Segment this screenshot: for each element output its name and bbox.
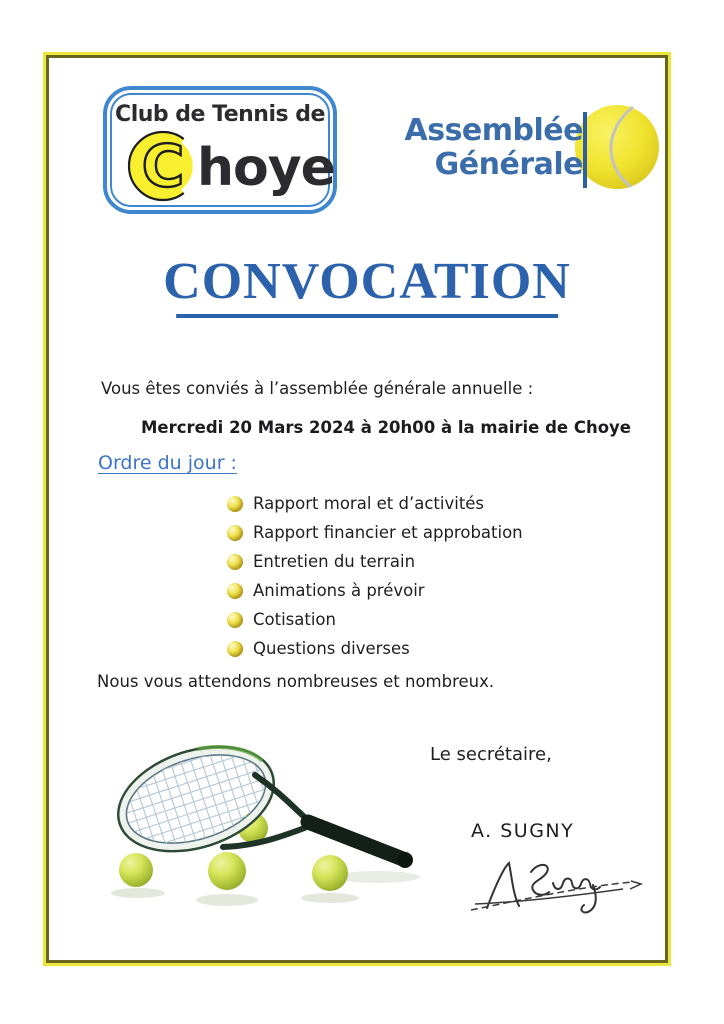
tennis-ball-bullet-icon — [227, 525, 243, 541]
divider-line — [583, 112, 587, 188]
page-title: CONVOCATION — [163, 253, 571, 310]
list-item — [227, 547, 523, 576]
list-item — [227, 576, 523, 605]
tennis-ball-bullet-icon — [227, 583, 243, 599]
handwritten-signature — [463, 856, 663, 916]
assembly-badge — [390, 100, 666, 204]
club-name-top: Club de Tennis de — [115, 102, 325, 127]
club-initial: C — [141, 132, 185, 200]
agenda-item-label: Questions diverses — [253, 639, 410, 658]
title-underline — [176, 314, 558, 318]
list-item — [227, 518, 523, 547]
tennis-ball-bullet-icon — [227, 612, 243, 628]
tennis-ball-icon — [125, 128, 201, 204]
agenda-list — [227, 489, 523, 663]
club-name-rest: hoye — [197, 138, 335, 198]
intro-text: Vous êtes conviés à l’assemblée générale annuelle : — [101, 379, 534, 398]
agenda-item-label: Animations à prévoir — [253, 581, 425, 600]
secretary-name: A. SUGNY — [471, 820, 575, 842]
agenda-item-label: Rapport moral et d’activités — [253, 494, 485, 513]
meeting-date-line: Mercredi 20 Mars 2024 à 20h00 à la mairie de Choye — [141, 418, 631, 437]
tennis-ball-bullet-icon — [227, 496, 243, 512]
agenda-item-label: Entretien du terrain — [253, 552, 416, 571]
list-item — [227, 489, 523, 518]
secretary-role-label: Le secrétaire, — [430, 744, 552, 765]
club-logo — [103, 86, 337, 214]
tennis-racket-and-balls-image — [103, 733, 425, 911]
agenda-item-label: Cotisation — [253, 610, 336, 629]
list-item — [227, 605, 523, 634]
closing-text: Nous vous attendons nombreuses et nombreux. — [97, 672, 495, 691]
list-item — [227, 634, 523, 663]
title-block — [163, 254, 571, 318]
tennis-ball-bullet-icon — [227, 641, 243, 657]
agenda-item-label: Rapport financier et approbation — [253, 523, 523, 542]
agenda-heading: Ordre du jour : — [98, 452, 237, 474]
tennis-ball-bullet-icon — [227, 554, 243, 570]
assembly-line1: Assemblée — [404, 113, 583, 148]
assembly-line2: Générale — [434, 147, 583, 182]
